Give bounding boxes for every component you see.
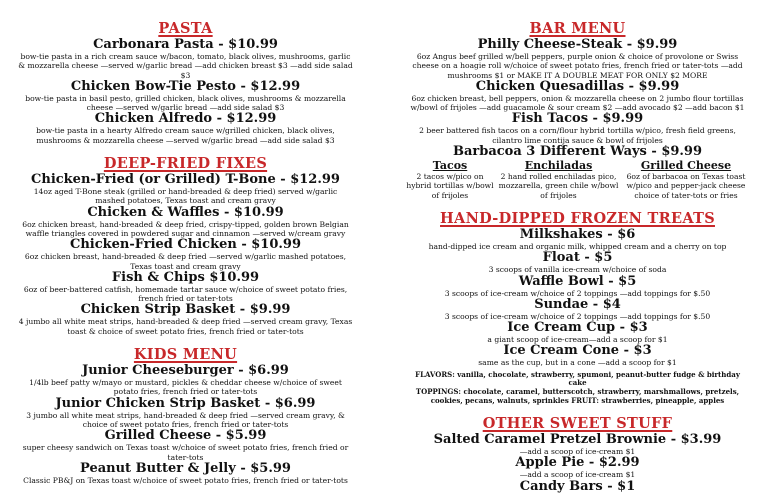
item-description: 6oz chicken breast, hand-breaded & deep fried, crispy-tipped, golden brown Belgian waffle triangles covered in powdered sugar and cinnamon —served w/cream gravy	[22, 219, 349, 238]
item-description: 3 scoops of vanilla ice-cream w/choice of soda	[488, 265, 667, 275]
section-title: KIDS MENU	[133, 346, 238, 364]
menu-item	[18, 80, 353, 113]
flavors-list	[405, 371, 750, 405]
menu-item	[18, 462, 353, 485]
item-description: Classic PB&J on Texas toast w/choice of sweet potato fries, french fried or tater-tots	[23, 475, 348, 485]
barbacoa-option	[498, 160, 620, 200]
flavors-text: FLAVORS: vanilla, chocolate, strawberry, spumoni, peanut-butter fudge & birthday cake	[415, 369, 740, 388]
menu-item	[18, 364, 353, 397]
item-description: 4 jumbo all white meat strips, hand-breaded & deep fried —served cream gravy, Texas toast & choice of sweet potato fries, french fried or tater-tots	[18, 317, 353, 336]
menu-item	[405, 112, 750, 145]
option-description: 2 hand rolled enchiladas pico, mozzarella, green chile w/bowl of frijoles	[498, 172, 619, 200]
section-bar	[405, 20, 750, 200]
item-name: Barbacoa 3 Different Ways - $9.99	[452, 144, 703, 160]
menu-item	[405, 298, 750, 321]
item-description: 6oz of beer-battered catfish, homemade tartar sauce w/choice of sweet potato fries, french fried or tater-tots	[23, 284, 348, 304]
menu-item	[18, 271, 353, 304]
item-name: Apple Pie - $2.99	[515, 455, 640, 471]
left-column	[18, 20, 353, 485]
item-description: bow-tie pasta in basil pesto, grilled chicken, black olives, mushrooms & mozzarella cheese —served w/garlic bread —add side salad $3	[25, 93, 346, 113]
item-description: 3 scoops of ice-cream w/choice of 2 toppings —add toppings for $.50	[444, 311, 711, 321]
item-description: hand-dipped ice cream and organic milk, whipped cream and a cherry on top	[428, 241, 727, 251]
section-pasta	[18, 20, 353, 145]
item-name: Float - $5	[542, 250, 613, 266]
toppings-text: TOPPINGS: chocolate, caramel, butterscotch, strawberry, marshmallows, pretzels, cookies, pecans, walnuts, sprinkles FRUIT: strawberries, pineapple, apples	[415, 386, 740, 405]
menu-item	[405, 344, 750, 367]
item-name: Sundae - $4	[534, 296, 621, 312]
menu-item	[18, 429, 353, 462]
item-name: Philly Cheese-Steak - $9.99	[477, 37, 678, 52]
option-description: 2 tacos w/pico on hybrid tortillas w/bowl of frijoles	[406, 172, 494, 200]
menu-item	[405, 251, 750, 274]
item-description: 6oz chicken breast, hand-breaded & deep fried —served w/garlic mashed potatoes, Texas toast and cream gravy	[24, 252, 347, 271]
option-heading: Tacos	[432, 159, 468, 173]
option-heading: Grilled Cheese	[640, 159, 732, 173]
menu-item	[18, 112, 353, 145]
barbacoa-option	[622, 160, 750, 200]
menu-item	[405, 480, 750, 494]
section-title: HAND-DIPPED FROZEN TREATS	[440, 209, 715, 227]
item-name: Salted Caramel Pretzel Brownie - $3.99	[433, 432, 722, 448]
item-name: Chicken Strip Basket - $9.99	[80, 302, 291, 318]
option-heading: Enchiladas	[524, 159, 593, 173]
item-name: Waffle Bowl - $5	[518, 273, 637, 289]
barbacoa-option	[405, 160, 495, 200]
item-name: Chicken Bow-Tie Pesto - $12.99	[70, 78, 301, 94]
menu-item	[405, 433, 750, 456]
menu-item	[405, 80, 750, 113]
item-name: Peanut Butter & Jelly - $5.99	[80, 460, 291, 476]
item-name: Fish Tacos - $9.99	[511, 111, 644, 127]
menu-item	[405, 456, 750, 479]
item-name: Fish & Chips $10.99	[111, 269, 260, 285]
item-description: 14oz aged T-Bone steak (grilled or hand-breaded & deep fried) served w/garlic mashed potatoes, Texas toast and cream gravy	[33, 187, 338, 206]
item-name: Ice Cream Cone - $3	[503, 343, 652, 359]
item-description: 3 jumbo all white meat strips, hand-breaded & deep fried —served cream gravy, & choice of sweet potato fries, french fried or tater-tots	[26, 410, 345, 429]
menu-item	[18, 303, 353, 336]
item-name: Junior Cheeseburger - $6.99	[82, 363, 289, 379]
item-description: 6oz Angus beef grilled w/bell peppers, purple onion & choice of provolone or Swiss cheese on a hoagie roll w/choice of sweet potato fries, french fried or tater-tots —add mushrooms $1 or MAKE IT A DOUBLE MEAT FOR ONLY $2 MORE	[412, 52, 743, 80]
menu-item	[18, 38, 353, 80]
item-name: Grilled Cheese - $5.99	[104, 428, 267, 444]
section-title: BAR MENU	[529, 20, 626, 37]
item-description: —add a scoop of ice-cream $1	[519, 470, 636, 480]
right-column	[405, 20, 750, 494]
item-description: 6oz chicken breast, bell peppers, onion & mozzarella cheese on 2 jumbo flour tortillas w/bowl of frijoles —add guacamole & sour cream $2 —add avocado $2 —add bacon $1	[410, 93, 745, 113]
item-name: Chicken Quesadillas - $9.99	[475, 78, 680, 94]
item-description: bow-tie pasta in a rich cream sauce w/bacon, tomato, black olives, mushrooms, garlic & mozzarella cheese —served w/garlic bread —add chicken breast $3 —add side salad $3	[18, 52, 353, 80]
item-description: super cheesy sandwich on Texas toast w/choice of sweet potato fries, french fried or tater-tots	[22, 443, 349, 462]
menu-item	[405, 321, 750, 344]
item-name: Chicken Alfredo - $12.99	[94, 111, 277, 127]
option-description: 6oz of barbacoa on Texas toast w/pico and pepper-jack cheese choice of tater-tots or fries	[626, 172, 746, 200]
item-name: Chicken & Waffles - $10.99	[87, 204, 284, 220]
item-description: bow-tie pasta in a hearty Alfredo cream sauce w/grilled chicken, black olives, mushrooms & mozzarella cheese —served w/garlic bread —add side salad $3	[36, 126, 335, 145]
section-title: DEEP-FRIED FIXES	[103, 155, 268, 173]
section-kids	[18, 346, 353, 485]
item-name: Junior Chicken Strip Basket - $6.99	[55, 395, 316, 411]
item-name: Carbonara Pasta - $10.99	[93, 37, 278, 52]
section-title: OTHER SWEET STUFF	[482, 415, 673, 433]
menu-item	[405, 38, 750, 80]
item-name: Chicken-Fried (or Grilled) T-Bone - $12.99	[31, 172, 340, 188]
item-description: same as the cup, but in a cone —add a scoop for $1	[478, 358, 677, 368]
section-title: PASTA	[158, 20, 213, 37]
menu-item	[18, 173, 353, 206]
item-name: Chicken-Fried Chicken - $10.99	[69, 237, 302, 253]
item-description: 1/4lb beef patty w/mayo or mustard, pickles & cheddar cheese w/choice of sweet potato fries, french fried or tater-tots	[29, 378, 342, 397]
item-name: Ice Cream Cup - $3	[507, 320, 648, 336]
menu-item	[405, 228, 750, 251]
item-name: Candy Bars - $1	[519, 478, 636, 494]
item-description: a giant scoop of ice-cream—add a scoop for $1	[487, 335, 668, 345]
item-description: 2 beer battered fish tacos on a corn/flour hybrid tortilla w/pico, fresh field greens, cilantro lime contija sauce & bowl of frijoles	[419, 126, 736, 145]
barbacoa-options	[405, 160, 750, 200]
item-name: Milkshakes - $6	[519, 226, 636, 242]
menu-item	[18, 397, 353, 430]
section-frozen-treats	[405, 210, 750, 405]
menu-item	[405, 275, 750, 298]
menu-item	[18, 238, 353, 271]
item-description: 3 scoops of ice-cream w/choice of 2 toppings —add toppings for $.50	[444, 288, 711, 298]
item-description: —add a scoop of ice-cream $1	[519, 447, 636, 457]
menu-item	[18, 206, 353, 239]
section-sweet-stuff	[405, 415, 750, 494]
menu-item	[405, 145, 750, 159]
section-deep-fried	[18, 155, 353, 336]
